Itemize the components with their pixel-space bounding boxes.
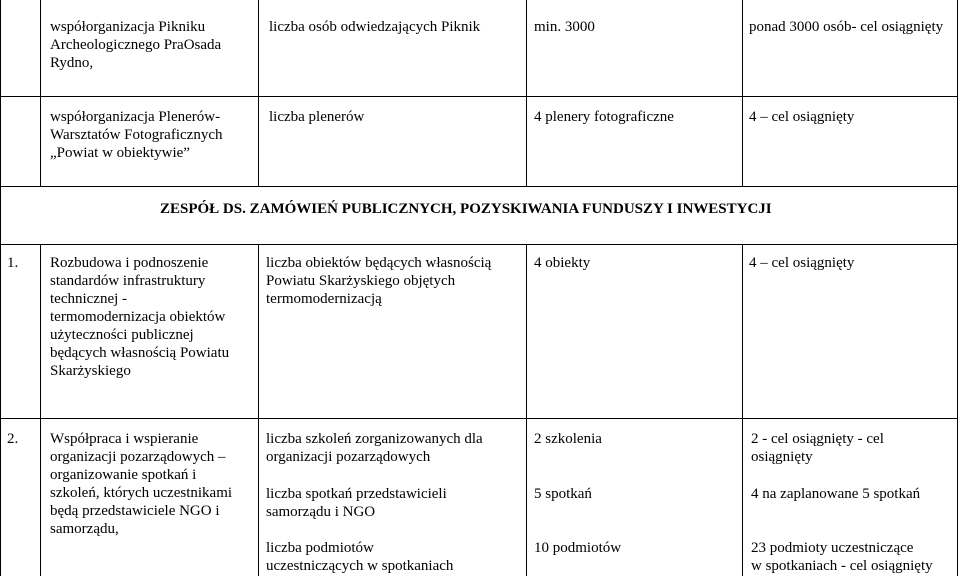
target-cell: 2 szkolenia xyxy=(534,431,602,447)
task-line: Rozbudowa i podnoszenie xyxy=(50,255,209,271)
task-line: organizowanie spotkań i xyxy=(50,467,197,483)
target-line: 4 plenery fotograficzne xyxy=(534,109,674,125)
task-line: będących własnością Powiatu xyxy=(50,345,230,361)
task-line: standardów infrastruktury xyxy=(50,273,206,289)
task-line: Warsztatów Fotograficznych xyxy=(50,127,223,143)
task-cell xyxy=(50,18,221,72)
result-line: 4 – cel osiągnięty xyxy=(749,109,855,125)
result-line: ponad 3000 osób- cel osiągnięty xyxy=(749,19,944,35)
result-cell xyxy=(751,539,933,575)
indicator-line: liczba spotkań przedstawicieli xyxy=(266,486,447,502)
indicator-line: liczba osób odwiedzających Piknik xyxy=(269,19,481,35)
task-line: będą przedstawiciele NGO i xyxy=(50,503,220,519)
result-cell xyxy=(751,430,884,466)
task-line: organizacji pozarządowych – xyxy=(50,449,226,465)
task-line: Współpraca i wspieranie xyxy=(50,431,199,447)
col-divider-target xyxy=(526,244,527,576)
indicator-line: samorządu i NGO xyxy=(266,504,376,520)
col-divider-indicator xyxy=(258,0,259,186)
indicator-line: liczba plenerów xyxy=(269,109,365,125)
indicator-line: liczba podmiotów xyxy=(266,540,374,556)
indicator-cell xyxy=(269,18,480,36)
table-border-left xyxy=(0,0,1,576)
task-cell xyxy=(50,254,229,380)
indicator-cell xyxy=(266,485,447,521)
result-cell xyxy=(749,254,854,272)
result-cell xyxy=(749,108,854,126)
task-line: Rydno, xyxy=(50,55,94,71)
target-cell xyxy=(534,108,674,126)
task-line: szkoleń, których uczestnikami xyxy=(50,485,233,501)
task-line: Archeologicznego PraOsada xyxy=(50,37,222,53)
target-cell: 5 spotkań xyxy=(534,486,592,502)
task-line: samorządu, xyxy=(50,521,119,537)
col-divider-task xyxy=(40,244,41,576)
target-cell xyxy=(534,18,595,36)
indicator-cell xyxy=(266,539,453,575)
task-line: współorganizacja Pikniku xyxy=(50,19,206,35)
indicator-line: liczba szkoleń zorganizowanych dla xyxy=(266,431,483,447)
row-divider xyxy=(0,96,958,97)
indicator-line: termomodernizacją xyxy=(266,291,382,307)
col-divider-result xyxy=(742,244,743,576)
task-line: Skarżyskiego xyxy=(50,363,131,379)
target-line: min. 3000 xyxy=(534,19,595,35)
result-cell xyxy=(749,18,943,36)
task-line: termomodernizacja obiektów xyxy=(50,309,226,325)
col-divider-target xyxy=(526,0,527,186)
task-cell xyxy=(50,108,222,162)
table-border-right xyxy=(957,0,958,576)
result-cell: 4 na zaplanowane 5 spotkań xyxy=(751,486,921,502)
indicator-line: Powiatu Skarżyskiego objętych xyxy=(266,273,456,289)
result-line: 23 podmioty uczestniczące xyxy=(751,540,914,556)
result-line: w spotkaniach - cel osiągnięty xyxy=(751,558,933,574)
task-line: współorganizacja Plenerów- xyxy=(50,109,221,125)
target-cell: 10 podmiotów xyxy=(534,540,622,556)
target-cell xyxy=(534,254,590,272)
result-line: 2 - cel osiągnięty - cel xyxy=(751,431,884,447)
indicator-line: uczestniczących w spotkaniach xyxy=(266,558,454,574)
col-divider-task xyxy=(40,0,41,186)
row-divider xyxy=(0,186,958,187)
indicator-line: liczba obiektów będących własnością xyxy=(266,255,492,271)
task-line: technicznej - xyxy=(50,291,128,307)
section-heading: ZESPÓŁ DS. ZAMÓWIEŃ PUBLICZNYCH, POZYSKIWANIA FUNDUSZY I INWESTYCJI xyxy=(160,201,772,217)
result-line: 4 – cel osiągnięty xyxy=(749,255,855,271)
indicator-cell xyxy=(269,108,364,126)
task-cell xyxy=(50,430,232,538)
col-divider-indicator xyxy=(258,244,259,576)
indicator-cell xyxy=(266,430,483,466)
row-divider xyxy=(0,244,958,245)
task-line: użyteczności publicznej xyxy=(50,327,194,343)
row-number: 2. xyxy=(7,431,19,447)
task-line: „Powiat w obiektywie” xyxy=(50,145,190,161)
indicator-cell xyxy=(266,254,491,308)
result-line: osiągnięty xyxy=(751,449,813,465)
col-divider-result xyxy=(742,0,743,186)
row-number: 1. xyxy=(7,255,19,271)
indicator-line: organizacji pozarządowych xyxy=(266,449,431,465)
target-line: 4 obiekty xyxy=(534,255,591,271)
row-divider xyxy=(0,418,958,419)
